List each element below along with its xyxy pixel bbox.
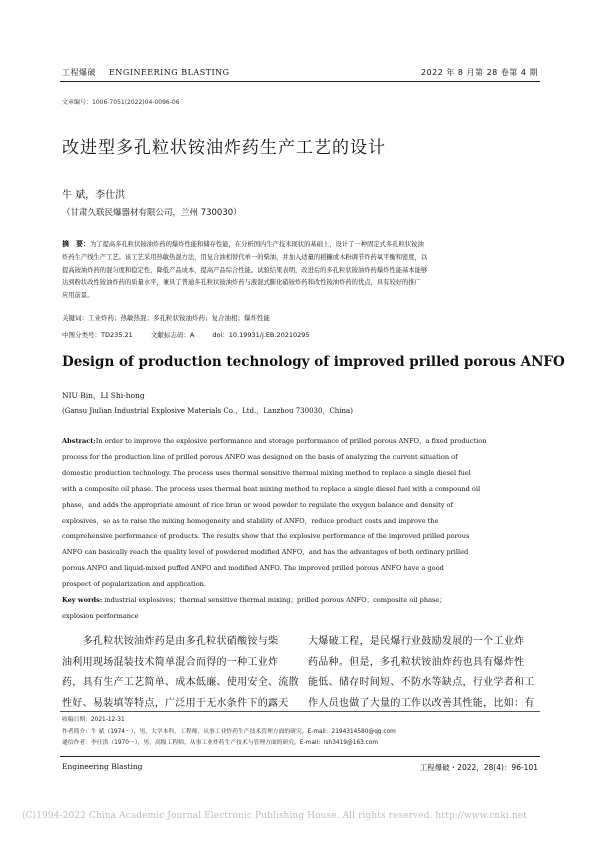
journal-name-en: ENGINEERING BLASTING [109, 68, 230, 77]
abstract-en-line: prospect of popularization and application. [62, 580, 207, 589]
abstract-en-line: porous ANFO and liquid-mixed puffed ANFO and modified ANFO. The improved prilled porous ANFO have a good [62, 564, 444, 573]
keywords-en-line: explosion performance [62, 611, 139, 620]
abstract-en-line: ANFO can basically reach the quality level of powdered modified ANFO，and has the advantages of both ordinary prilled [62, 548, 469, 557]
title-en: Design of production technology of improved prilled porous ANFO [62, 354, 565, 370]
body-line: 药，具有生产工艺简单、成本低廉、使用安全、流散 [62, 677, 299, 688]
abstract-cn-line: 炸药生产线生产工艺。该工艺采用热敏热混方法，用复合油相替代单一的柴油，并加入适量的稻糠或木粉调节炸药氧平衡和密度，以 [62, 253, 428, 261]
doi: doi：10.19931/j.EB.20210295 [212, 331, 310, 339]
body-line: 多孔粒状铵油炸药是由多孔粒状硝酸铵与柴 [62, 636, 279, 647]
footer-rule [60, 756, 540, 757]
classification [62, 330, 310, 339]
body-line: 药品种。但是，多孔粒状铵油炸药也具有爆炸性 [308, 656, 525, 668]
abstract-en-line: comprehensive performance of products. The results show that the explosive performance of the improved prilled porous [62, 532, 470, 541]
footnote-corresponding: 通信作者：李仕洪（1970－），男，高级工程师，从事工业炸药生产技术与管理方面的研究。E-mail：lsh3419@163.com [62, 740, 379, 746]
abstract-en-line: domestic production technology. The process uses thermal sensitive thermal mixing method to replace a single diesel fuel [62, 468, 471, 477]
body-line: 大爆破工程，是民爆行业鼓励发展的一个工业炸 [308, 636, 525, 647]
abstract-cn-line: 应用前景。 [62, 292, 94, 300]
title-cn: 改进型多孔粒状铵油炸药生产工艺的设计 [62, 138, 386, 158]
abstract-cn-line: 为了提高多孔粒状铵油炸药的爆炸性能和储存性能，在分析国内生产技术现状的基础上，设计了一种固定式多孔粒状铵油 [90, 241, 424, 248]
abstract-cn-line: 提高铵油炸药的混匀度和稳定性，降低产品成本，提高产品综合性能。试验结果表明，改进后的多孔粒状铵油炸药爆炸性能基本能够 [62, 266, 428, 274]
abstract-cn-line: 达到粉状改性铵油炸药的质量水平，兼具了普通多孔粒状铵油炸药与液混式膨化硝铵炸药和改性铵油炸药的优点，具有较好的推广 [62, 279, 421, 287]
body-line: 油利用现场混装技术简单混合而得的一种工业炸 [62, 656, 279, 668]
document-code: 文献标志码：A [150, 331, 195, 339]
footnote-received: 收稿日期：2021-12-31 [62, 717, 125, 723]
abstract-en-line: phase，and adds the appropriate amount of rice bran or wood powder to regulate the oxygen balance and density of [62, 500, 453, 509]
footnote-author: 作者简介：牛 斌（1974－），男，大学本科，工程师，从事工业炸药生产技术管理方面的研究。E-mail：2194314580@qq.com [62, 728, 396, 735]
keywords-en-label: Key words: [62, 596, 103, 605]
authors-en: NIU Bin，LI Shi-hong [62, 391, 145, 400]
body-line: 能低、储存时间短、不防水等缺点，行业学者和工 [308, 677, 535, 688]
footer-citation: 工程爆破・2022，28(4)：96-101 [419, 763, 538, 772]
copyright-watermark: (C)1994-2022 China Academic Journal Electronic Publishing House. All rights reserved. http://www.cnki.net [22, 811, 527, 821]
clc-number: 中图分类号：TD235.21 [62, 331, 133, 339]
body-right-column [308, 632, 540, 714]
body-line: 作人员也做了大量的工作以改善其性能，比如：有 [308, 697, 535, 709]
body-line: 性好、易装填等特点，广泛用于无水条件下的露天 [62, 697, 289, 709]
authors-cn: 牛 斌，李仕洪 [62, 190, 126, 201]
header-rule [60, 81, 540, 82]
journal-name-cn: 工程爆破 [62, 68, 96, 77]
issue-info: 2022 年 8 月第 28 卷第 4 期 [420, 68, 538, 77]
footnote-rule [60, 711, 540, 712]
abstract-en-line: explosives，so as to raise the mixing homogeneity and stability of ANFO，reduce product costs and improve the [62, 516, 439, 525]
abstract-en [62, 434, 538, 625]
keywords-en-line: industrial explosives；thermal sensitive thermal mixing；prilled porous ANFO；composite oil phase； [104, 596, 446, 605]
keywords-cn: 关键词：工业炸药；热敏热混；多孔粒状铵油炸药；复合油相；爆炸性能 [62, 314, 270, 322]
abstract-en-label: Abstract: [62, 437, 96, 445]
abstract-cn [62, 238, 538, 303]
abstract-en-line: process for the production line of prilled porous ANFO was designed on the basis of analyzing the current situation of [62, 452, 458, 461]
abstract-cn-label: 摘 要： [62, 240, 90, 248]
affiliation-en: (Gansu Jiulian Industrial Explosive Materials Co.，Ltd.，Lanzhou 730030，China) [62, 407, 353, 415]
footnotes [62, 715, 396, 750]
abstract-en-line: In order to improve the explosive performance and storage performance of prilled porous ANFO，a fixed production [95, 437, 487, 445]
abstract-en-line: with a composite oil phase. The process uses thermal heat mixing method to replace a single diesel fuel with a compound oil [62, 484, 481, 493]
body-left-column [62, 632, 299, 714]
article-number: 文章编号：1006-7051(2022)04-0096-06 [62, 99, 180, 106]
affiliation-cn: （甘肃久联民爆器材有限公司，兰州 730030） [62, 208, 242, 218]
footer-journal-en: Engineering Blasting [62, 762, 143, 771]
running-header [62, 67, 230, 78]
